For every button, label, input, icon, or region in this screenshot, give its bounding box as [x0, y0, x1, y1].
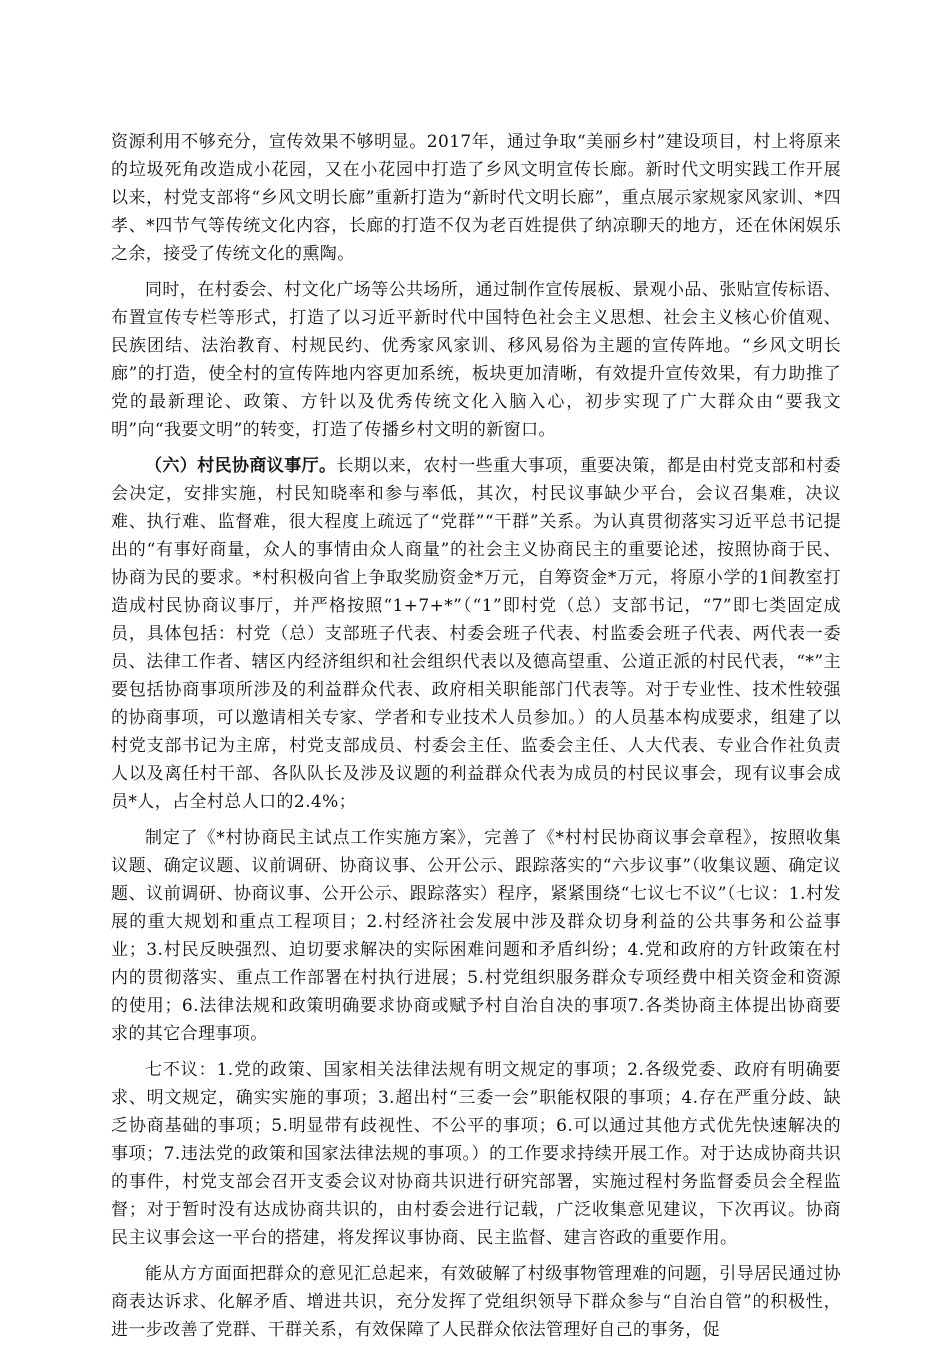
- paragraph-4-text: 制定了《*村协商民主试点工作实施方案》，完善了《*村村民协商议事会章程》，按照收集议题、确定议题、议前调研、协商议事、公开公示、跟踪落实的“六步议事”（收集议题、确定议题、议前调研、协商议事、公开公示、跟踪落实）程序，紧紧围绕“七议七不议”（七议：1.村发展的重大规划和重点工程项目；2.村经济社会发展中涉及群众切身利益的公共事务和公益事业；3.村民反映强烈、迫切要求解决的实际困难问题和矛盾纠纷；4.党和政府的方针政策在村内的贯彻落实、重点工作部署在村执行进展；5.村党组织服务群众专项经费中相关资金和资源的使用；6.法律法规和政策明确要求协商或赋予村自治自决的事项7.各类协商主体提出协商要求的其它合理事项。: [111, 828, 841, 1044]
- paragraph-3: [111, 452, 841, 816]
- paragraph-3-text: 长期以来，农村一些重大事项，重要决策，都是由村党支部和村委会决定，安排实施，村民知晓率和参与率低，其次，村民议事缺少平台，会议召集难，决议难、执行难、监督难，很大程度上疏远了“党群”“干群”关系。为认真贯彻落实习近平总书记提出的“有事好商量，众人的事情由众人商量”的社会主义协商民主的重要论述，按照协商于民、协商为民的要求。*村积极向省上争取奖励资金*万元，自筹资金*万元，将原小学的1间教室打造成村民协商议事厅，并严格按照“1+7+*”（“1”即村党（总）支部书记，“7”即七类固定成员，具体包括：村党（总）支部班子代表、村委会班子代表、村监委会班子代表、两代表一委员、法律工作者、辖区内经济组织和社会组织代表以及德高望重、公道正派的村民代表，“*”主要包括协商事项所涉及的利益群众代表、政府相关职能部门代表等。对于专业性、技术性较强的协商事项，可以邀请相关专家、学者和专业技术人员参加。）的人员基本构成要求，组建了以村党支部书记为主席，村党支部成员、村委会主任、监委会主任、人大代表、专业合作社负责人以及离任村干部、各队队长及涉及议题的利益群众代表为成员的村民议事会，现有议事会成员*人，占全村总人口的2.4%；: [111, 456, 842, 812]
- document-body: [111, 128, 841, 1352]
- paragraph-2-text: 同时，在村委会、村文化广场等公共场所，通过制作宣传展板、景观小品、张贴宣传标语、布置宣传专栏等形式，打造了以习近平新时代中国特色社会主义思想、社会主义核心价值观、民族团结、法治教育、村规民约、优秀家风家训、移风易俗为主题的宣传阵地。“乡风文明长廊”的打造，使全村的宣传阵地内容更加系统，板块更加清晰，有效提升宣传效果，有力助推了党的最新理论、政策、方针以及优秀传统文化入脑入心，初步实现了广大群众由“要我文明”向“我要文明”的转变，打造了传播乡村文明的新窗口。: [111, 280, 841, 440]
- paragraph-5: [111, 1056, 841, 1252]
- paragraph-6-text: 能从方方面面把群众的意见汇总起来，有效破解了村级事物管理难的问题，引导居民通过协商表达诉求、化解矛盾、增进共识，充分发挥了党组织领导下群众参与“自治自管”的积极性，进一步改善了党群、干群关系，有效保障了人民群众依法管理好自己的事务，促: [111, 1264, 841, 1340]
- paragraph-1: [111, 128, 841, 268]
- paragraph-5-text: 七不议：1.党的政策、国家相关法律法规有明文规定的事项；2.各级党委、政府有明确要求、明文规定，确实实施的事项；3.超出村“三委一会”职能权限的事项；4.存在严重分歧、缺乏协商基础的事项；5.明显带有歧视性、不公平的事项；6.可以通过其他方式优先快速解决的事项；7.违法党的政策和国家法律法规的事项。）的工作要求持续开展工作。对于达成协商共识的事件，村党支部会召开支委会议对协商共识进行研究部署，实施过程村务监督委员会全程监督；对于暂时没有达成协商共识的，由村委会进行记载，广泛收集意见建议，下次再议。协商民主议事会这一平台的搭建，将发挥议事协商、民主监督、建言咨政的重要作用。: [111, 1060, 841, 1248]
- paragraph-6: [111, 1260, 841, 1344]
- paragraph-4: [111, 824, 841, 1048]
- section-heading: （六）村民协商议事厅。: [145, 456, 337, 476]
- paragraph-2: [111, 276, 841, 444]
- paragraph-1-text: 资源利用不够充分，宣传效果不够明显。2017年，通过争取“美丽乡村”建设项目，村上将原来的垃圾死角改造成小花园，又在小花园中打造了乡风文明宣传长廊。新时代文明实践工作开展以来，村党支部将“乡风文明长廊”重新打造为“新时代文明长廊”，重点展示家规家风家训、*四孝、*四节气等传统文化内容，长廊的打造不仅为老百姓提供了纳凉聊天的地方，还在休闲娱乐之余，接受了传统文化的熏陶。: [111, 132, 841, 264]
